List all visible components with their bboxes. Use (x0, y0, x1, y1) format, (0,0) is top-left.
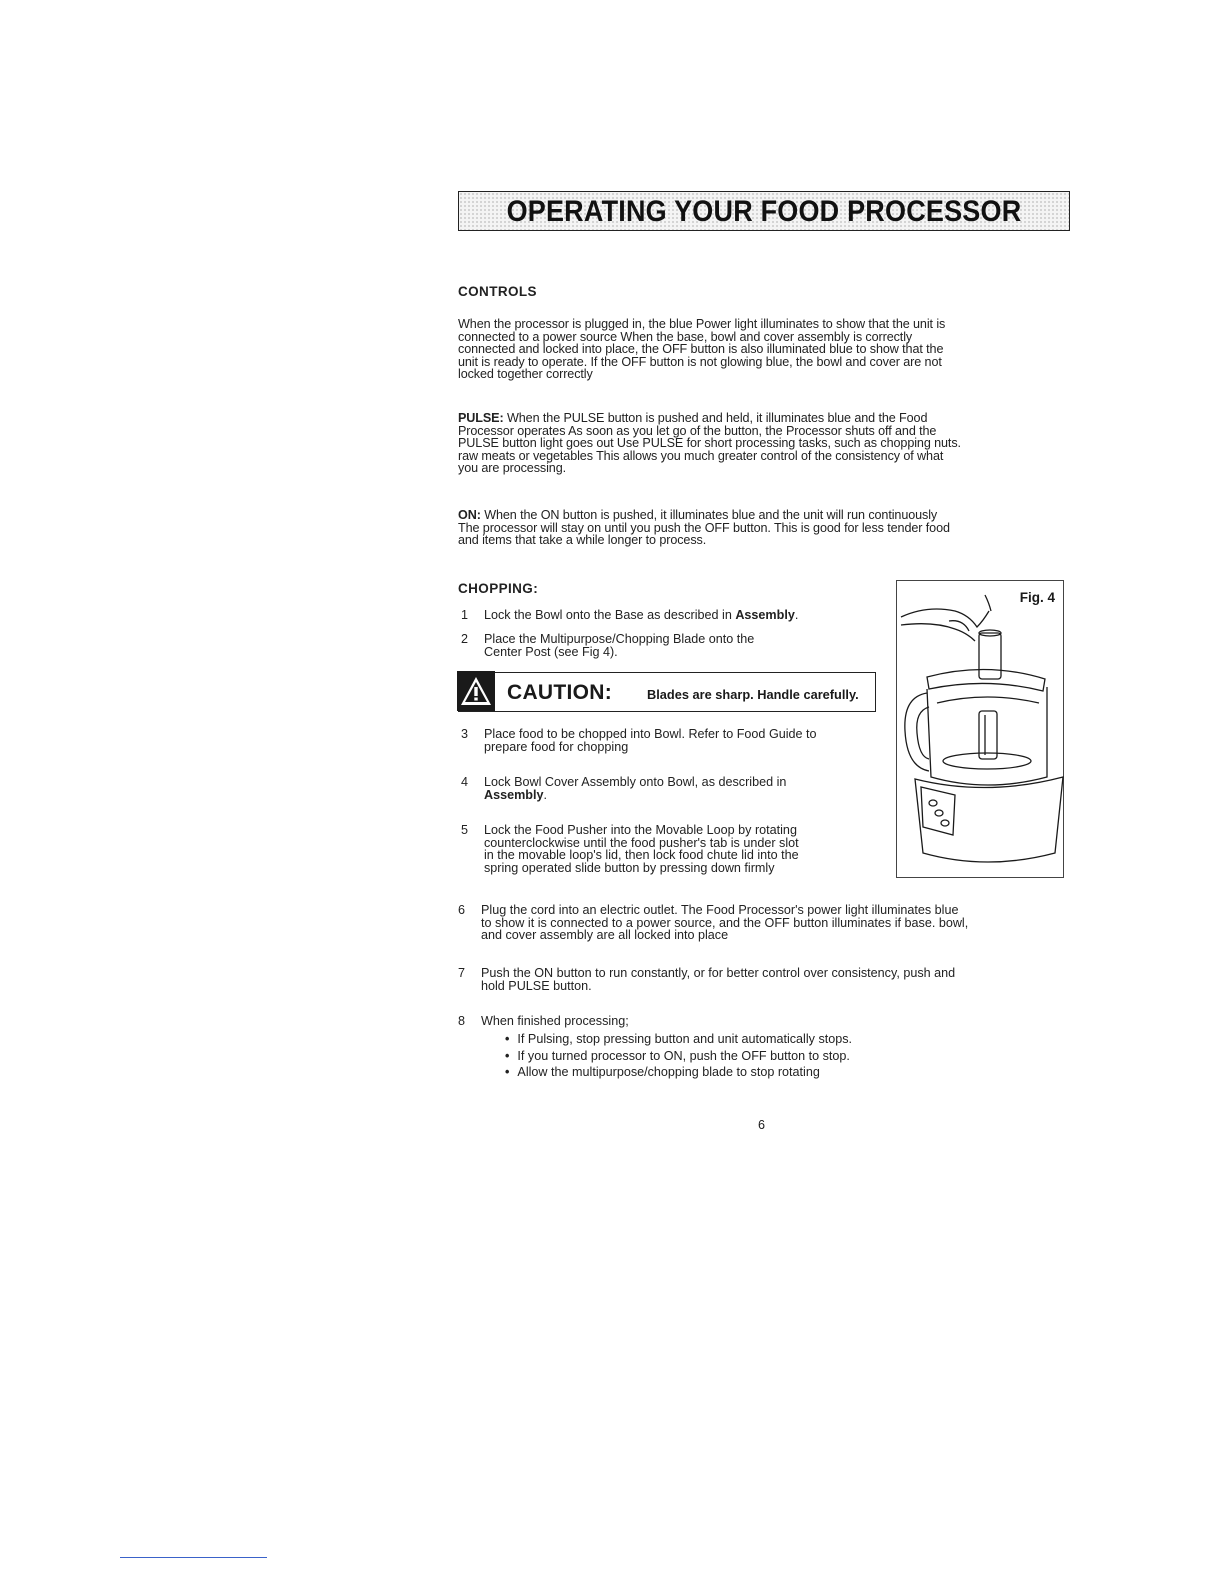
controls-intro-paragraph (458, 318, 945, 381)
list-item: • If you turned processor to ON, push the OFF button to stop. (505, 1048, 852, 1065)
text-line: and items that take a while longer to process. (458, 533, 707, 548)
page-number: 6 (758, 1118, 766, 1132)
step-text: Lock Bowl Cover Assembly onto Bowl, as described in (484, 775, 787, 789)
step-text: spring operated slide button by pressing down firmly (484, 860, 775, 875)
text-line: When the ON button is pushed, it illuminates blue and the unit will run continuously (480, 508, 938, 522)
text-line: unit is ready to operate. If the OFF button is not glowing blue, the bowl and cover are not (458, 354, 942, 369)
step-text: to show it is connected to a power source, and the OFF button illuminates if base. bowl, (481, 915, 969, 930)
step-text: Plug the cord into an electric outlet. The Food Processor's power light illuminates blue (481, 903, 959, 917)
step-number: 6 (458, 903, 466, 917)
caution-label: CAUTION: (507, 681, 613, 704)
food-processor-illustration (897, 581, 1065, 879)
caution-text: Blades are sharp. Handle carefully. (647, 687, 859, 702)
step-text: Center Post (see Fig 4). (484, 644, 618, 659)
step-number: 3 (461, 727, 469, 741)
text-line: PULSE button light goes out Use PULSE for short processing tasks, such as chopping nuts. (458, 436, 961, 451)
list-item: • Allow the multipurpose/chopping blade to stop rotating (505, 1064, 852, 1081)
step-text: Place food to be chopped into Bowl. Refer to Food Guide to (484, 727, 817, 741)
step-number: 7 (458, 966, 466, 980)
finish-bullet-list (505, 1031, 852, 1081)
list-item: • If Pulsing, stop pressing button and unit automatically stops. (505, 1031, 852, 1048)
warning-icon (457, 671, 495, 711)
text-line: locked together correctly (458, 367, 593, 382)
text-line: connected and locked into place, the OFF button is also illuminated blue to show that the (458, 342, 944, 357)
on-paragraph (458, 509, 950, 547)
page-title: OPERATING YOUR FOOD PROCESSOR (506, 193, 1022, 227)
figure-label: Fig. 4 (1019, 590, 1055, 605)
pulse-paragraph (458, 412, 961, 475)
footer-divider (120, 1557, 267, 1558)
assembly-ref: Assembly (484, 787, 544, 802)
assembly-ref: Assembly (735, 608, 795, 622)
on-label: ON: (458, 508, 481, 522)
chopping-heading: CHOPPING: (458, 581, 539, 596)
text-line: raw meats or vegetables This allows you much greater control of the consistency of what (458, 448, 944, 463)
text-line: you are processing. (458, 461, 567, 476)
step-text: Push the ON button to run constantly, or for better control over consistency, push and (481, 966, 956, 980)
step-text: in the movable loop's lid, then lock food chute lid into the (484, 848, 799, 863)
pulse-label: PULSE: (458, 411, 504, 425)
controls-heading: CONTROLS (458, 284, 537, 299)
step-number: 4 (461, 775, 469, 789)
step-text: Place the Multipurpose/Chopping Blade onto the (484, 632, 755, 646)
text-line: The processor will stay on until you push the OFF button. This is good for less tender food (458, 520, 950, 535)
text-line: When the processor is plugged in, the blue Power light illuminates to show that the unit is (458, 317, 946, 331)
step-text: Lock the Bowl onto the Base as described in (484, 608, 736, 622)
figure-4 (896, 580, 1064, 878)
step-text: When finished processing; (481, 1014, 629, 1028)
step-text: Lock the Food Pusher into the Movable Loop by rotating (484, 823, 797, 837)
text-line: When the PULSE button is pushed and held, it illuminates blue and the Food (503, 411, 928, 425)
step-text: counterclockwise until the food pusher's tab is under slot (484, 835, 799, 850)
step-text: prepare food for chopping (484, 739, 629, 754)
section-title-bar (458, 191, 1070, 231)
step-text: and cover assembly are all locked into place (481, 928, 729, 943)
text-line: connected to a power source When the base, bowl and cover assembly is correctly (458, 329, 913, 344)
text-line: Processor operates As soon as you let go of the button, the Processor shuts off and the (458, 423, 937, 438)
caution-box (458, 672, 876, 712)
step-number: 5 (461, 823, 469, 837)
step-number: 8 (458, 1014, 466, 1028)
step-text: hold PULSE button. (481, 978, 592, 993)
step-number: 1 (461, 608, 469, 622)
step-number: 2 (461, 632, 469, 646)
